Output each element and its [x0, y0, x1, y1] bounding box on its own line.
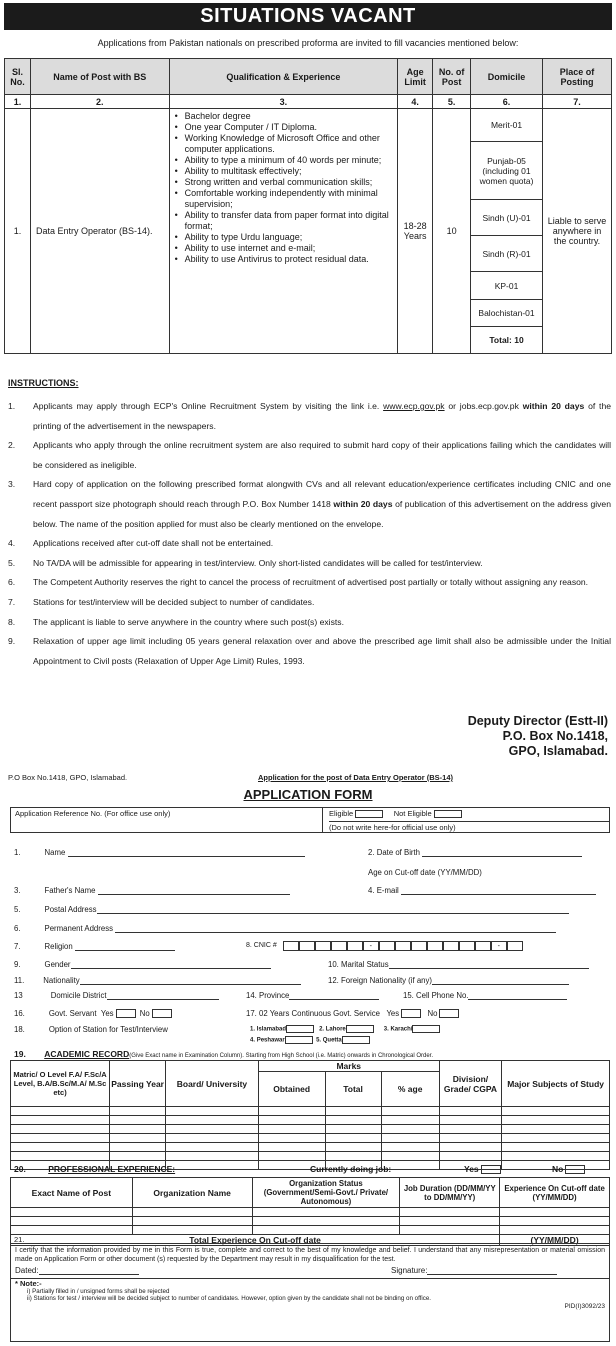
- yes-label: Yes: [100, 1009, 114, 1018]
- table-row[interactable]: [11, 1143, 610, 1152]
- exp-col-experience: Experience On Cut-off date (YY/MM/DD): [500, 1178, 610, 1208]
- domicile-district-input[interactable]: [107, 992, 219, 1000]
- field-postal-row: [14, 905, 569, 914]
- certification-box: [10, 1243, 610, 1342]
- job-no-box[interactable]: [565, 1165, 585, 1174]
- cnic-digit-box[interactable]: [443, 941, 459, 951]
- station-number: 1.: [250, 1026, 256, 1033]
- instruction-item: [8, 397, 611, 436]
- instruction-text: Stations for test/interview will be decided subject to number of candidates.: [33, 596, 315, 607]
- total-experience-label: Total Experience On Cut-off date: [11, 1235, 500, 1246]
- instruction-bold: within 20 days: [522, 401, 585, 411]
- ecp-link[interactable]: www.ecp.gov.pk: [383, 401, 445, 411]
- instruction-number: 5.: [8, 557, 16, 568]
- pid-number: PID(I)3092/23: [564, 1303, 605, 1310]
- acad-col-percentage: % age: [381, 1072, 439, 1107]
- father-name-input[interactable]: [98, 887, 290, 895]
- eligible-label: Eligible: [329, 809, 354, 818]
- name-input[interactable]: [68, 849, 305, 857]
- field-number: 5.: [14, 905, 21, 914]
- cnic-row: [246, 941, 523, 951]
- dated-input[interactable]: [39, 1267, 139, 1275]
- table-row[interactable]: [11, 1152, 610, 1161]
- domicile-item: Punjab-05 (including 01 women quota): [471, 142, 542, 200]
- signature-field: [391, 1266, 557, 1275]
- signatory-line: GPO, Islamabad.: [508, 744, 608, 758]
- qualification-item: • Ability to type a minimum of 40 words per minute;: [173, 155, 395, 166]
- table-row[interactable]: [11, 1125, 610, 1134]
- instruction-text: Applicants who apply through the online recruitment system are also required to submit hard copy of their applications failing which the candidates will be considered as ineligible.: [33, 440, 611, 470]
- instruction-text: Hard copy of application on the following prescribed format alongwith CVs and all relevant education/experience certificates including CNIC and one recent passport size photograph should reach through P.O. Box Number 1418: [33, 479, 611, 509]
- station-islamabad: Islamabad: [256, 1026, 287, 1033]
- qualification-item: • Strong written and verbal communication skills;: [173, 177, 395, 188]
- yes-label: Yes: [464, 1164, 479, 1174]
- acad-col-obtained: Obtained: [258, 1072, 325, 1107]
- col-qual: Qualification & Experience: [169, 59, 398, 95]
- field-name-row: [14, 848, 305, 857]
- cnic-digit-box[interactable]: [395, 941, 411, 951]
- not-eligible-box[interactable]: [434, 810, 462, 818]
- instruction-text: The Competent Authority reserves the right to cancel the process of recruitment of advertised post partially or totally without assigning any reason.: [33, 577, 589, 588]
- service-yes-box[interactable]: [401, 1009, 421, 1018]
- dob-input[interactable]: [422, 849, 582, 857]
- currently-job-label: Currently doing job:: [310, 1164, 392, 1174]
- province-input[interactable]: [289, 992, 379, 1000]
- domicile-total: Total: 10: [489, 335, 524, 345]
- instruction-number: 7.: [8, 596, 16, 607]
- page-banner: SITUATIONS VACANT: [4, 3, 612, 30]
- domicile-cell: [471, 109, 543, 354]
- marital-status-label: 10. Marital Status: [328, 960, 389, 969]
- name-label: Name: [44, 848, 66, 857]
- domicile-item: Merit-01: [471, 109, 542, 142]
- not-eligible-label: Not Eligible: [393, 809, 432, 818]
- dated-label: Dated:: [15, 1266, 39, 1275]
- ref-label: Application Reference No. (For office use only): [11, 808, 323, 832]
- station-number: 2.: [319, 1026, 325, 1033]
- exp-col-org: Organization Name: [132, 1178, 252, 1208]
- field-number: 7.: [14, 942, 21, 951]
- cell-phone-label: 15. Cell Phone No.: [403, 991, 469, 1000]
- field-number: 18.: [14, 1025, 25, 1034]
- signature-input[interactable]: [427, 1267, 557, 1275]
- cnic-digit-box[interactable]: [379, 941, 395, 951]
- field-number: 3.: [14, 886, 21, 895]
- experience-table: [10, 1177, 610, 1246]
- note-item: ii) Stations for test / interview will be decided subject to number of candidates. However, option given by the candidate shall not be binding on office.: [27, 1295, 432, 1302]
- eligible-box[interactable]: [355, 810, 383, 818]
- service-no-box[interactable]: [439, 1009, 459, 1018]
- reference-box: [10, 807, 610, 833]
- cnic-label: 8. CNIC #: [246, 942, 277, 949]
- cnic-digit-box[interactable]: [283, 941, 299, 951]
- field-number: 4.: [368, 886, 375, 895]
- station-number: 3.: [383, 1026, 389, 1033]
- cnic-digit-box[interactable]: [315, 941, 331, 951]
- govt-servant-label: Govt. Servant: [48, 1009, 97, 1018]
- field-number: 1.: [14, 848, 21, 857]
- domicile-district-label: Domicile District: [50, 991, 107, 1000]
- field-cell-row: [403, 991, 567, 1000]
- no-label: No: [139, 1009, 150, 1018]
- instruction-number: 2.: [8, 440, 16, 451]
- nationality-input[interactable]: [80, 977, 301, 985]
- num-cell: 1.: [5, 95, 31, 109]
- station-label: Option of Station for Test/Interview: [48, 1025, 168, 1034]
- instruction-bold: within 20 days: [333, 498, 393, 509]
- vacancy-table: [4, 58, 612, 354]
- field-nationality-row: [14, 976, 301, 985]
- gender-label: Gender: [44, 960, 71, 969]
- instruction-number: 8.: [8, 616, 16, 627]
- table-row[interactable]: [11, 1107, 610, 1116]
- province-label: 14. Province: [246, 991, 290, 1000]
- cnic-dash: -: [491, 941, 507, 951]
- age-cutoff-label: Age on Cut-off date (YY/MM/DD): [368, 868, 482, 877]
- marital-status-input[interactable]: [389, 961, 589, 969]
- foreign-nationality-label: 12. Foreign Nationality (if any): [328, 976, 433, 985]
- signatory-block: [468, 714, 608, 759]
- domicile-item: Sindh (R)-01: [471, 236, 542, 272]
- field-number: 19.: [14, 1049, 26, 1059]
- field-continuous-row: [246, 1009, 461, 1018]
- qualification-item: • Ability to use internet and e-mail;: [173, 243, 395, 254]
- continuous-service-label: 17. 02 Years Continuous Govt. Service: [246, 1009, 380, 1018]
- field-father-row: [14, 886, 290, 895]
- peshawar-box[interactable]: [285, 1036, 313, 1044]
- num-cell: 5.: [433, 95, 471, 109]
- cnic-digit-box[interactable]: [507, 941, 523, 951]
- signature-label: Signature:: [391, 1266, 428, 1275]
- col-posting: Place of Posting: [543, 59, 612, 95]
- domicile-item: Sindh (U)-01: [471, 200, 542, 236]
- station-peshawar: Peshawar: [256, 1037, 285, 1044]
- foreign-nationality-input[interactable]: [432, 977, 569, 985]
- academic-note: (Give Exact name in Examination Column). Starting from High School (i.e. Matric) onwards in Chronological Order.: [129, 1053, 433, 1059]
- station-number: 4.: [250, 1037, 256, 1044]
- acad-col-division: Division/ Grade/ CGPA: [439, 1061, 501, 1107]
- professional-heading: PROFESSIONAL EXPERIENCE:: [48, 1164, 176, 1174]
- field-number: 11.: [14, 976, 25, 985]
- academic-table: [10, 1060, 610, 1170]
- col-sl: Sl. No.: [5, 59, 31, 95]
- domicile-item: Balochistan-01: [471, 300, 542, 327]
- yes-label: Yes: [386, 1009, 400, 1018]
- field-number: 6.: [14, 924, 21, 933]
- col-posts: No. of Post: [433, 59, 471, 95]
- instruction-number: 1.: [8, 401, 16, 411]
- instruction-item: [8, 534, 611, 554]
- field-religion-row: [14, 942, 175, 951]
- qualification-item: • Ability to transfer data from paper format into digital format;: [173, 210, 395, 232]
- field-marital-row: [328, 960, 589, 969]
- col-post: Name of Post with BS: [30, 59, 169, 95]
- col-age: Age Limit: [398, 59, 433, 95]
- acad-col-subjects: Major Subjects of Study: [502, 1061, 610, 1107]
- row-posts: 10: [433, 109, 471, 354]
- num-cell: 4.: [398, 95, 433, 109]
- instruction-item: [8, 593, 611, 613]
- table-row[interactable]: [11, 1134, 610, 1143]
- acad-col-total: Total: [325, 1072, 381, 1107]
- postal-address-input[interactable]: [97, 906, 569, 914]
- religion-label: Religion: [44, 942, 73, 951]
- office-address: P.O Box No.1418, GPO, Islamabad.: [8, 773, 128, 782]
- instruction-text: No TA/DA will be admissible for appearing in test/interview. Only short-listed candidates will be called for test/interview.: [33, 557, 483, 568]
- instructions-heading: INSTRUCTIONS:: [8, 378, 79, 388]
- field-permanent-row: [14, 924, 556, 933]
- permanent-address-label: Permanent Address: [44, 924, 113, 933]
- certify-number: 21.: [14, 1235, 25, 1244]
- instruction-item: [8, 573, 611, 593]
- field-gender-row: [14, 960, 271, 969]
- qualification-item: • One year Computer / IT Diploma.: [173, 122, 395, 133]
- cnic-digit-box[interactable]: [475, 941, 491, 951]
- dated-signature-row: [15, 1266, 605, 1277]
- karachi-box[interactable]: [412, 1025, 440, 1033]
- qualification-item: • Working Knowledge of Microsoft Office and other computer applications.: [173, 133, 395, 155]
- cnic-digit-box[interactable]: [427, 941, 443, 951]
- field-number: 2.: [368, 848, 375, 857]
- station-number: 5.: [316, 1037, 322, 1044]
- station-options: [250, 1025, 440, 1033]
- num-cell: 7.: [543, 95, 612, 109]
- cnic-digit-box[interactable]: [347, 941, 363, 951]
- domicile-item: KP-01: [471, 272, 542, 300]
- instruction-number: 3.: [8, 479, 16, 490]
- num-cell: 2.: [30, 95, 169, 109]
- instruction-text: Applicants may apply through ECP's Online Recruitment System by visiting the link i.e.: [33, 401, 384, 411]
- field-foreign-row: [328, 976, 569, 985]
- table-row[interactable]: [11, 1208, 610, 1217]
- qualification-list: [173, 111, 395, 265]
- job-yes-box[interactable]: [481, 1165, 501, 1174]
- note-item: i) Partially filled in / unsigned forms shall be rejected: [27, 1288, 170, 1295]
- cnic-digit-box[interactable]: [459, 941, 475, 951]
- office-note: (Do not write here-for official use only): [329, 821, 609, 832]
- total-experience-format: (YY/MM/DD): [500, 1235, 610, 1246]
- islamabad-box[interactable]: [286, 1025, 314, 1033]
- instruction-number: 9.: [8, 636, 16, 647]
- instruction-number: 6.: [8, 577, 16, 588]
- nationality-label: Nationality: [43, 976, 80, 985]
- certify-text: I certify that the information provided by me in this Form is true, complete and correct to the best of my knowledge and belief. I understand that any misrepresentation or material omission made on Application Form or other document (s) requested by the Department may result in my disqualification for the test.: [15, 1247, 605, 1263]
- station-quetta: Quetta: [322, 1037, 342, 1044]
- religion-input[interactable]: [75, 943, 175, 951]
- instruction-item: [8, 632, 611, 671]
- table-row[interactable]: [11, 1116, 610, 1125]
- qualification-cell: [169, 109, 398, 354]
- qualification-item: • Ability to multitask effectively;: [173, 166, 395, 177]
- instruction-text: The applicant is liable to serve anywhere in the country where such post(s) exists.: [33, 616, 344, 627]
- academic-heading: ACADEMIC RECORD: [44, 1049, 130, 1059]
- qualification-item: • Bachelor degree: [173, 111, 395, 122]
- email-input[interactable]: [401, 887, 596, 895]
- instruction-item: [8, 554, 611, 574]
- signatory-line: Deputy Director (Estt-II): [467, 714, 608, 728]
- field-province-row: [246, 991, 379, 1000]
- station-lahore: Lahore: [325, 1026, 346, 1033]
- cnic-digit-box[interactable]: [411, 941, 427, 951]
- instruction-item: [8, 475, 611, 534]
- station-options-2: [250, 1036, 370, 1044]
- instruction-text: of the printing of the advertisement in the newspapers.: [33, 401, 611, 431]
- govt-yes-box[interactable]: [116, 1009, 136, 1018]
- intro-text: Applications from Pakistan nationals on prescribed proforma are invited to fill vacancies mentioned below:: [97, 38, 519, 48]
- field-number: 13: [14, 991, 23, 1000]
- row-posting: Liable to serve anywhere in the country.: [543, 109, 612, 354]
- academic-heading-row: [14, 1049, 433, 1059]
- instruction-item: [8, 436, 611, 475]
- field-number: 20.: [14, 1164, 26, 1174]
- no-label: No: [552, 1164, 564, 1174]
- instruction-item: [8, 613, 611, 633]
- dated-field: [15, 1266, 139, 1275]
- field-number: 9.: [14, 960, 21, 969]
- field-email-row: [368, 886, 596, 895]
- acad-col-marks: Marks: [258, 1061, 439, 1072]
- instruction-text: or jobs.ecp.gov.pk: [444, 401, 523, 411]
- row-post: Data Entry Operator (BS-14).: [30, 109, 169, 354]
- qualification-item: • Comfortable working independently with minimal supervision;: [173, 188, 395, 210]
- num-cell: 6.: [471, 95, 543, 109]
- exp-col-duration: Job Duration (DD/MM/YY to DD/MM/YY): [400, 1178, 500, 1208]
- email-label: E-mail: [376, 886, 399, 895]
- cnic-dash: -: [363, 941, 379, 951]
- acad-col-board: Board/ University: [166, 1061, 259, 1107]
- father-name-label: Father's Name: [44, 886, 96, 895]
- signatory-line: P.O. Box No.1418,: [502, 729, 608, 743]
- field-number: 16.: [14, 1009, 25, 1018]
- acad-col-year: Passing Year: [110, 1061, 166, 1107]
- professional-heading-row: [14, 1164, 610, 1174]
- cell-phone-input[interactable]: [468, 992, 567, 1000]
- table-row[interactable]: [11, 1226, 610, 1235]
- note-heading: * Note:-: [15, 1279, 42, 1288]
- cnic-digit-box[interactable]: [299, 941, 315, 951]
- permanent-address-input[interactable]: [115, 925, 556, 933]
- gender-input[interactable]: [71, 961, 271, 969]
- instruction-text: Applications received after cut-off date shall not be entertained.: [33, 538, 274, 549]
- instruction-number: 4.: [8, 538, 16, 549]
- table-row[interactable]: [11, 1217, 610, 1226]
- instruction-text: of publication of this advertisement on the address given below. The name of the position applied for must also be clearly mentioned on the envelope.: [33, 498, 611, 529]
- acad-col-exam: Matric/ O Level F.A/ F.Sc/A Level, B.A/B.Sc/M.A/ M.Sc etc): [11, 1061, 110, 1107]
- instructions-list: [8, 397, 611, 671]
- quetta-box[interactable]: [342, 1036, 370, 1044]
- form-title: APPLICATION FORM: [243, 787, 373, 802]
- row-sl: 1.: [5, 109, 31, 354]
- dob-label: Date of Birth: [376, 848, 421, 857]
- num-cell: 3.: [169, 95, 398, 109]
- field-domicile-row: [14, 991, 219, 1000]
- govt-no-box[interactable]: [152, 1009, 172, 1018]
- instruction-text: Relaxation of upper age limit including 05 years general relaxation over and above the prescribed age limit shall also be admissible under the Initial Appointment to Civil posts (Relaxation of Upper Age Limit) Rules, 1993.: [33, 636, 611, 666]
- exp-col-post: Exact Name of Post: [11, 1178, 133, 1208]
- field-station-row: [14, 1025, 168, 1034]
- postal-address-label: Postal Address: [44, 905, 97, 914]
- eligibility-row: [329, 809, 462, 818]
- qualification-item: • Ability to type Urdu language;: [173, 232, 395, 243]
- col-domicile: Domicile: [471, 59, 543, 95]
- lahore-box[interactable]: [346, 1025, 374, 1033]
- row-age: 18-28 Years: [398, 109, 433, 354]
- no-label: No: [427, 1009, 438, 1018]
- field-dob-row: [368, 848, 582, 857]
- cnic-digit-box[interactable]: [331, 941, 347, 951]
- application-post-heading: Application for the post of Data Entry Operator (BS-14): [258, 773, 454, 782]
- station-karachi: Karachi: [390, 1026, 413, 1033]
- qualification-item: • Ability to use Antivirus to protect residual data.: [173, 254, 395, 265]
- field-govt-row: [14, 1009, 174, 1018]
- exp-col-status: Organization Status (Government/Semi-Govt./ Private/ Autonomous): [252, 1178, 400, 1208]
